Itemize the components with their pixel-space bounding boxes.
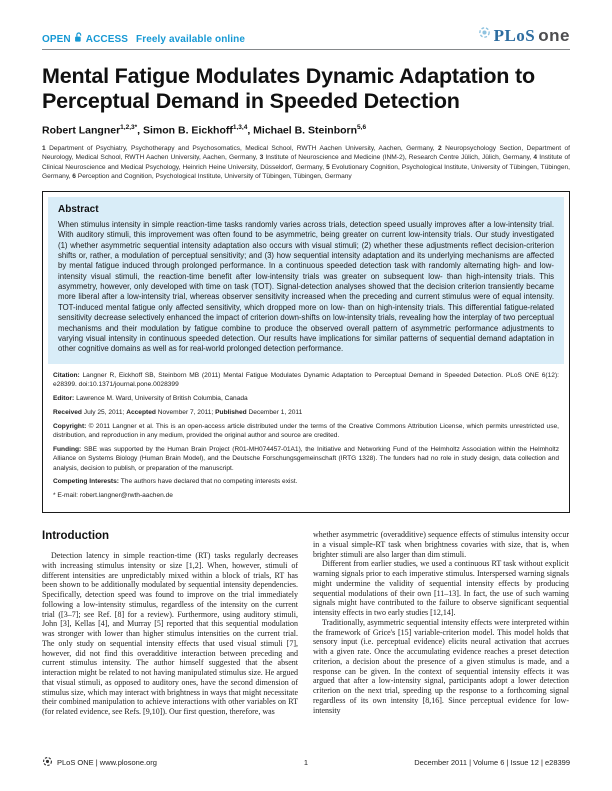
meta-line: Funding: SBE was supported by the Human Brain Project (R01-MH074457-01A1), the Initiative and Networking Fund of the Helmholtz Association within the Helmholtz Alliance on Systems Biology (Human Brain Model), and the Deutsche Forschungsgemeinschaft (IRTG 1328). The funders had no role in study design, data collection and analysis, decision to publish, or preparation of the manuscript.: [53, 445, 559, 472]
meta-line: Copyright: © 2011 Langner et al. This is an open-access article distributed under the terms of the Creative Commons Attribution License, which permits unrestricted use, distribution, and reproduction in any medium, provided the original author and source are credited.: [53, 422, 559, 439]
journal-logo-plos: PLoS: [493, 26, 536, 45]
article-title: Mental Fatigue Modulates Dynamic Adaptation to Perceptual Demand in Speeded Detection: [42, 64, 535, 114]
intro-right-body: [313, 530, 569, 715]
footer-page-number: 1: [303, 758, 309, 767]
abstract-heading: Abstract: [58, 203, 99, 215]
affiliations: 1 Department of Psychiatry, Psychotherapy and Psychosomatics, Medical School, RWTH Aachen University, Aachen, Germany, 2 Neuropsychology Section, Department of Neurology, Medical School, RWTH Aachen University, Aachen, Germany, 3 Institute of Neuroscience and Medicine (INM-2), Research Centre Jülich, Jülich, Germany, 4 Institute of Clinical Neuroscience and Medical Psychology, Heinrich Heine University, Düsseldorf, Germany, 5 Evolutionary Cognition, Psychological Institute, University of Tübingen, Tübingen, Germany, 6 Perception and Cognition, Psychological Institute, University of Tübingen, Tübingen, Germany: [42, 144, 571, 181]
author-affiliation-sup: 1,2,3*: [120, 124, 138, 132]
body-paragraph: Traditionally, asymmetric sequential intensity effects were interpreted within the framework of Grice's [15] variable-criterion model. This model holds that sensory input (i.e. perceptual evidence) elicits neural activation that accrues with a given rate. Once the accumulating evidence reaches a preset detection criterion, a decision about the presence of a given stimulus is made, and a response can be given. In the context of sequential intensity effects it was argued that after a low-intensity signal, participants adopt a lower detection criterion on the next trial, speeding up the response to a forthcoming signal regardless of its own intensity [8,16]. Since perceptual evidence for low-intensity: [313, 617, 569, 715]
meta-line: Received July 25, 2011; Accepted November 7, 2011; Published December 1, 2011: [53, 408, 303, 416]
abstract-text: When stimulus intensity in simple reaction-time tasks randomly varies across trials, detection speed usually improves after a low-intensity trial. With auditory stimuli, this improvement was often found to be asymmetric, being greater on current low-intensity trials. Our study investigated (1) whether asymmetric sequential intensity adaptation also occurs with visual stimuli; (2) whether these adjustments reflect decision-criterion shifts or, rather, a modulation of perceptual sensitivity; and (3) how sequential intensity adaptation and its underlying mechanisms are affected by mental fatigue induced through prolonged performance. In a continuous speeded detection task with randomly alternating high- and low-intensity visual stimuli, the reaction-time benefit after low-intensity trials was greater on subsequent low- than high-intensity trials. This asymmetry, however, only developed with time on task (TOT). Signal-detection analyses showed that the decision criterion transiently became more liberal after a low-intensity trial, whereas observer sensitivity increased when the preceding and current stimulus were of equal intensity. TOT-induced mental fatigue only affected sensitivity, which dropped more on low- than on high-intensity trials. This differential fatigue-related sensitivity decrease selectively enhanced the impact of criterion down-shifts on low-intensity trials, revealing how the interplay of two perceptual mechanisms and their modulation by fatigue combine to produce the observed overall pattern of asymmetric performance adjustments to varying visual intensity in continuous speeded detection. Our results have implications for similar patterns of sequential demand adaptation in other cognitive domains as well as for real-world prolonged detection performance.: [58, 219, 554, 354]
author-name: Michael B. Steinborn: [253, 124, 358, 137]
footer-journal: [42, 756, 304, 769]
body-paragraph: Different from earlier studies, we used a continuous RT task without explicit warning signals prior to each imperative stimulus. Interspersed warning signals might undermine the validity of sequential intensity effects by producing sequential modulations of their own [11–13]. In fact, the use of such warning signals might have contributed to the failure to observe significant sequential intensity effects in two early studies [12,14].: [313, 559, 569, 618]
author-affiliation-sup: 1,3,4: [232, 124, 248, 132]
author-name: Robert Langner: [42, 124, 121, 137]
intro-column-left: [42, 530, 298, 717]
meta-line: * E-mail: robert.langner@rwth-aachen.de: [53, 492, 173, 500]
article-info: [48, 364, 564, 507]
body-columns: [42, 530, 570, 717]
meta-line: Editor: Lawrence M. Ward, University of British Columbia, Canada: [53, 394, 248, 402]
abstract-section: [48, 197, 564, 364]
author-affiliation-sup: 5,6: [357, 124, 367, 132]
open-access-open-label: OPEN: [42, 33, 71, 45]
introduction-heading: Introduction: [42, 530, 110, 543]
header: [42, 26, 570, 46]
journal-logo: [478, 26, 570, 46]
open-access-tagline: Freely available online: [136, 33, 246, 45]
footer-issue-info: December 2011 | Volume 6 | Issue 12 | e28399: [414, 758, 571, 767]
intro-column-right: [313, 530, 569, 717]
abstract-infobox: [42, 191, 570, 513]
journal-logo-one: one: [538, 26, 570, 45]
body-paragraph: whether asymmetric (overadditive) sequence effects of stimulus intensity occur in a visual simple-RT task when brightness covaries with size, that is, when brighter stimuli are also larger than dim stimuli.: [313, 530, 569, 559]
open-lock-icon: [74, 32, 83, 46]
plos-sketch-icon: [478, 26, 491, 44]
body-paragraph: Detection latency in simple reaction-time (RT) tasks regularly decreases with increasing stimulus intensity or size [1,2]. When, however, stimuli of different intensities are unpredictably mixed within a block of trials, RT has been shown to be additionally modulated by sequential intensity dependencies. Specifically, detection speed was found to improve on the trial immediately following a low-intensity stimulus, regardless of the intensity on the current trial ([3–7]; see Ref. [8] for a review). Furthermore, using auditory stimuli, John [3], Kellas [4], and Murray [5] reported that this sequential modulation was stronger with lower than higher stimulus intensities on the current trial. The only study on sequential intensity effects that used visual stimuli [7], however, did not find this overadditive interaction between preceding and current stimulus intensity. The author himself suggested that the absent interaction might be related to not having manipulated stimulus size. He argued that visual stimuli, as opposed to auditory ones, have the second dimension of stimulus size, which may interact with brightness in ways that might necessitate their combined manipulation to achieve interactions with other variables on RT (for related evidence, see Refs. [9,10]). Our first question, therefore, was: [42, 551, 298, 717]
header-rule: [42, 49, 570, 50]
meta-line: Competing Interests: The authors have declared that no competing interests exist.: [53, 478, 298, 486]
author-name: Simon B. Eickhoff: [143, 124, 233, 137]
footer-journal-label: PLoS ONE | www.plosone.org: [57, 758, 157, 767]
open-access-line: [42, 32, 245, 46]
plos-footer-icon: [42, 756, 53, 769]
open-access-access-label: ACCESS: [85, 33, 129, 45]
meta-line: Citation: Langner R, Eickhoff SB, Steinborn MB (2011) Mental Fatigue Modulates Dynamic Adaptation to Perceptual Demand in Speeded Detection. PLoS ONE 6(12): e28399. doi:10.1371/journal.pone.0028399: [53, 371, 559, 388]
page-footer: [42, 756, 570, 769]
intro-left-body: [42, 551, 298, 717]
author-line: Robert Langner$^{1,2,3*}$, Simon B. Eickhoff$^{1,3,4}$, Michael B. Steinborn$^{5,6}$: [42, 124, 367, 137]
